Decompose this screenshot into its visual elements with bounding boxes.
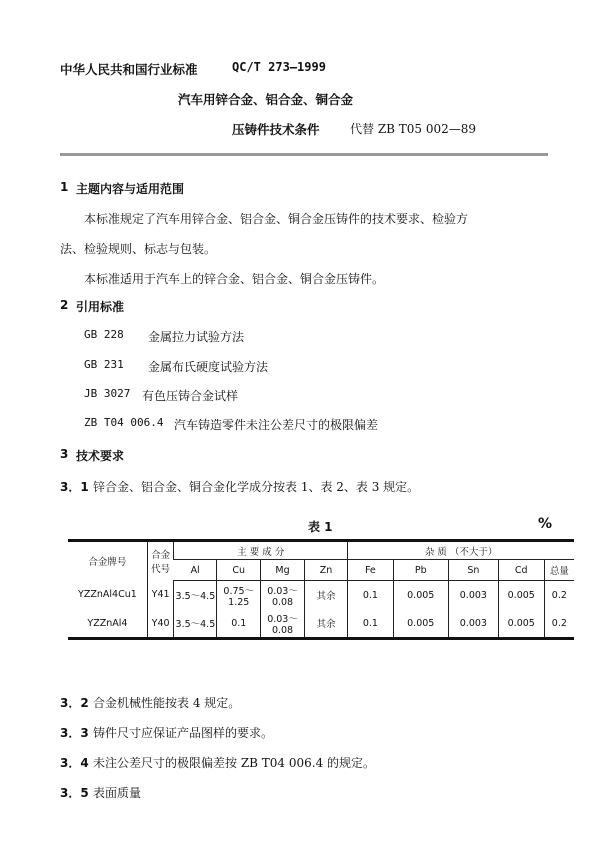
section-1-para2: 本标准适用于汽车上的锌合金、铝合金、铜合金压铸件。 xyxy=(84,272,385,286)
cell-sn: 0.003 xyxy=(448,581,498,610)
ref-code: JB 3027 xyxy=(84,387,131,400)
clause-text: 合金机械性能按表 4 规定。 xyxy=(93,696,241,710)
standard-code: QC/T 273—1999 xyxy=(232,60,326,74)
cell-al: 3.5～4.5 xyxy=(174,581,217,610)
doc-title-line2: 压铸件技术条件 xyxy=(232,122,320,137)
section-3-number: 3 xyxy=(60,447,69,461)
cell-sn: 0.003 xyxy=(448,609,498,639)
doc-title-line1: 汽车用锌合金、铝合金、铜合金 xyxy=(178,92,354,107)
clause-number: 3．4 xyxy=(60,756,89,770)
clause-text: 未注公差尺寸的极限偏差按 ZB T04 006.4 的规定。 xyxy=(93,756,376,770)
col-header-sn: Sn xyxy=(448,560,498,581)
cell-total: 0.2 xyxy=(544,609,574,639)
standard-org: 中华人民共和国行业标准 xyxy=(60,62,198,77)
section-3-title: 技术要求 xyxy=(76,449,125,463)
cell-cd: 0.005 xyxy=(498,581,544,610)
col-header-grade: 合金牌号 xyxy=(68,541,147,581)
cell-pb: 0.005 xyxy=(393,609,448,639)
section-1-title: 主题内容与适用范围 xyxy=(76,182,185,196)
col-header-al: Al xyxy=(174,560,217,581)
clause-number: 3．5 xyxy=(60,786,89,800)
clause-number: 3．1 xyxy=(60,480,89,494)
table-row xyxy=(68,609,574,639)
section-1-para1a: 本标准规定了汽车用锌合金、铝合金、铜合金压铸件的技术要求、检验方 xyxy=(84,212,469,226)
section-1-number: 1 xyxy=(60,180,69,194)
col-header-cu: Cu xyxy=(217,560,261,581)
cell-fe: 0.1 xyxy=(348,609,393,639)
header-divider xyxy=(60,153,548,156)
ref-code: ZB T04 006.4 xyxy=(84,416,164,429)
table-1-unit: % xyxy=(538,516,553,532)
cell-grade: YZZnAl4 xyxy=(68,609,147,639)
cell-zn: 其余 xyxy=(304,609,347,639)
col-header-mg: Mg xyxy=(261,560,305,581)
ref-code: GB 228 xyxy=(84,328,124,341)
clause-number: 3．2 xyxy=(60,696,89,710)
cell-code: Y40 xyxy=(147,609,174,639)
table-1-caption: 表 1 xyxy=(308,520,333,534)
col-header-main: 主 要 成 分 xyxy=(174,541,348,560)
col-header-code: 合金代号 xyxy=(147,541,174,581)
ref-name: 金属拉力试验方法 xyxy=(148,330,245,344)
col-header-cd: Cd xyxy=(498,560,544,581)
col-header-zn: Zn xyxy=(304,560,347,581)
cell-grade: YZZnAl4Cu1 xyxy=(78,589,137,601)
cell-code: Y41 xyxy=(147,581,174,610)
cell-zn: 其余 xyxy=(304,581,347,610)
section-2-title: 引用标准 xyxy=(76,300,125,314)
col-header-total: 总量 xyxy=(544,560,574,581)
clause-text: 铸件尺寸应保证产品图样的要求。 xyxy=(93,726,274,740)
ref-name: 汽车铸造零件未注公差尺寸的极限偏差 xyxy=(174,418,379,432)
cell-cu: 0.75～1.25 xyxy=(217,581,261,610)
section-2-number: 2 xyxy=(60,298,69,312)
cell-total: 0.2 xyxy=(544,581,574,610)
cell-al: 3.5～4.5 xyxy=(174,609,217,639)
cell-cd: 0.005 xyxy=(498,609,544,639)
section-1-para1b: 法、检验规则、标志与包装。 xyxy=(60,242,217,256)
col-header-impurity: 杂 质 （不大于） xyxy=(348,541,574,560)
col-header-pb: Pb xyxy=(393,560,448,581)
cell-mg: 0.03～0.08 xyxy=(261,581,305,610)
clause-text: 锌合金、铝合金、铜合金化学成分按表 1、表 2、表 3 规定。 xyxy=(93,480,420,494)
col-header-fe: Fe xyxy=(348,560,393,581)
ref-name: 金属布氏硬度试验方法 xyxy=(148,360,269,374)
table-row xyxy=(68,581,574,610)
cell-cu: 0.1 xyxy=(217,609,261,639)
ref-code: GB 231 xyxy=(84,358,124,371)
composition-table xyxy=(68,539,574,640)
ref-name: 有色压铸合金试样 xyxy=(142,389,239,403)
clause-text: 表面质量 xyxy=(93,786,142,800)
cell-mg: 0.03～0.08 xyxy=(261,609,305,639)
clause-number: 3．3 xyxy=(60,726,89,740)
cell-pb: 0.005 xyxy=(393,581,448,610)
cell-fe: 0.1 xyxy=(348,581,393,610)
replaces-note: 代替 ZB T05 002—89 xyxy=(350,122,477,136)
